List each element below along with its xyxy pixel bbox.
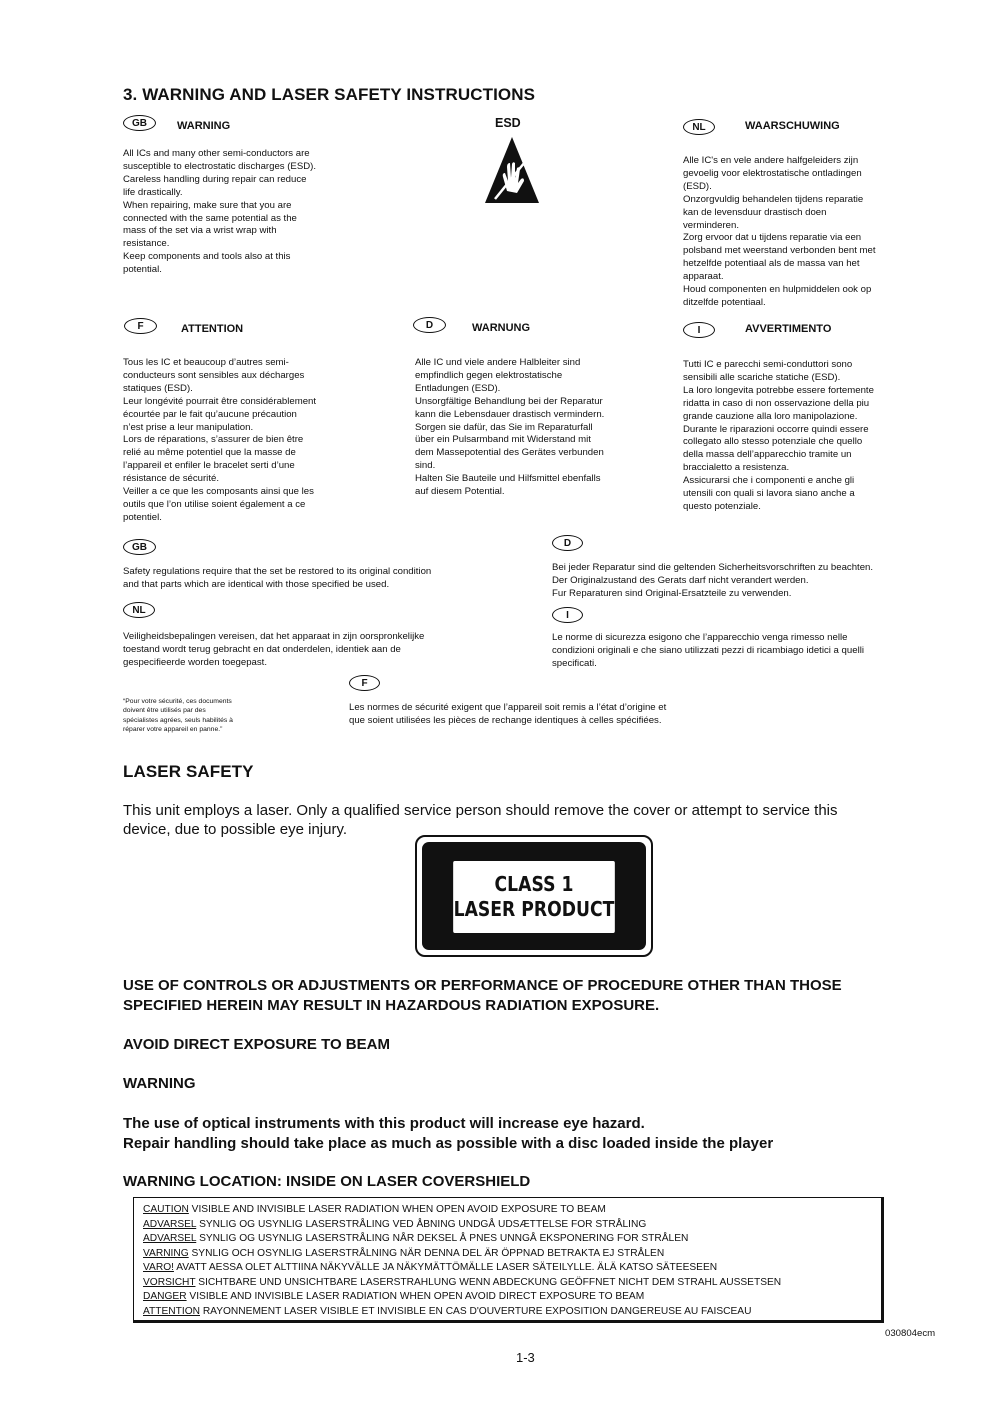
i-avvertimento-text: Tutti IC e parecchi semi-conduttori sono sensibili alle scariche statiche (ESD). La loro longevita potrebbe essere fortemente ridatta in caso di non osservazione della piu grande cauzione alla loro manipolazione. Durante le riparazioni occorre quindi essere collegato allo stesso potenziale che quello della massa dell’apparecchio tramite un braccialetto a resistenza. Assicurarsi che i componenti e anche gli utensili con quali si lavora siano anche a questo potenziale. <box>683 359 874 512</box>
document-code: 030804ecm <box>885 1328 936 1339</box>
caution-line: ADVARSEL SYNLIG OG USYNLIG LASERSTRÅLING NÅR DEKSEL Å PNES UNNGÅ EKSPONERING FOR STRÅLEN <box>143 1233 689 1244</box>
safety-gb-text: Safety regulations require that the set be restored to its original condition and that parts which are identical with those specified be used. <box>123 566 432 590</box>
caution-line: CAUTION VISIBLE AND INVISIBLE LASER RADIATION WHEN OPEN AVOID EXPOSURE TO BEAM <box>143 1204 606 1215</box>
safety-badge-f: F <box>349 675 380 691</box>
optical-warning: The use of optical instruments with this product will increase eye hazard. Repair handling should take place as much as possible with a disc loaded inside the player <box>123 1115 774 1152</box>
badge-gb: GB <box>123 115 156 131</box>
badge-f: F <box>124 318 157 334</box>
controls-warning: USE OF CONTROLS OR ADJUSTMENTS OR PERFORMANCE OF PROCEDURE OTHER THAN THOSE SPECIFIED HEREIN MAY RESULT IN HAZARDOUS RADIATION EXPOSURE. <box>123 977 842 1014</box>
gb-warning-heading: WARNING <box>177 120 231 132</box>
safety-i-text: Le norme di sicurezza esigono che l’apparecchio venga rimesso nelle condizioni originali e che siano utilizzati pezzi di ricambiago idetici a quelli specificati. <box>552 632 864 669</box>
section-title: 3. WARNING AND LASER SAFETY INSTRUCTIONS <box>123 85 536 104</box>
caution-line: VARO! AVATT AESSA OLET ALTTIINA NÄKYVÄLLE JA NÄKYMÄTTÖMÄLLE LASER SÄTEILYLLE. ÄLÄ KATSO SÄTEESEEN <box>143 1262 718 1273</box>
caution-line: ATTENTION RAYONNEMENT LASER VISIBLE ET INVISIBLE EN CAS D'OUVERTURE EXPOSITION DANGEREUSE AU FAISCEAU <box>143 1305 752 1317</box>
warning-heading: WARNING <box>123 1075 196 1092</box>
f-attention-heading: ATTENTION <box>181 323 244 335</box>
esd-label: ESD <box>495 116 521 130</box>
nl-warning-text: Alle IC's en vele andere halfgeleiders zijn gevoelig voor elektrostatische ontladingen (ESD). Onzorgvuldig behandelen tijdens reparatie kan de levensduur drastisch doen verminderen. Zorg ervoor dat u tijdens reparatie via een polsband met weerstand verbonden bent met hetzelfde potentiaal als de massa van het apparaat. Houd componenten en hulpmiddelen ook op ditzelfde potentiaal. <box>683 155 876 308</box>
warning-location-heading: WARNING LOCATION: INSIDE ON LASER COVERSHIELD <box>123 1173 531 1190</box>
class1-label-line1: CLASS 1 <box>494 872 574 896</box>
nl-warning-heading: WAARSCHUWING <box>745 120 840 132</box>
badge-d: D <box>413 317 446 333</box>
i-avvertimento-heading: AVVERTIMENTO <box>745 323 832 335</box>
class1-label-line2: LASER PRODUCT <box>453 897 615 921</box>
class1-laser-label <box>415 835 653 957</box>
caution-line: VORSICHT SICHTBARE UND UNSICHTBARE LASERSTRAHLUNG WENN ABDECKUNG GEÖFFNET NICHT DEM STRAHL AUSSETSEN <box>143 1276 782 1288</box>
badge-nl: NL <box>683 119 715 135</box>
laser-caution-box <box>133 1197 884 1323</box>
page-number: 1-3 <box>516 1350 535 1365</box>
laser-safety-title: LASER SAFETY <box>123 762 254 781</box>
badge-i: I <box>683 322 715 338</box>
laser-intro-text: This unit employs a laser. Only a qualified service person should remove the cover or attempt to service this device, due to possible eye injury. <box>123 802 838 838</box>
safety-badge-nl: NL <box>123 602 155 618</box>
caution-line: DANGER VISIBLE AND INVISIBLE LASER RADIATION WHEN OPEN AVOID DIRECT EXPOSURE TO BEAM <box>143 1291 645 1302</box>
safety-nl-text: Veiligheidsbepalingen vereisen, dat het apparaat in zijn oorspronkelijke toestand wordt terug gebracht en dat onderdelen, identiek aan de gespecifieerde worden toegepast. <box>123 631 425 668</box>
safety-d-text: Bei jeder Reparatur sind die geltenden Sicherheitsvorschriften zu beachten. Der Originalzustand des Gerats darf nicht verandert werden. Fur Reparaturen sind Original-Ersatzteile zu verwenden. <box>552 562 874 599</box>
f-attention-text: Tous les IC et beaucoup d’autres semi- conducteurs sont sensibles aux décharges statiques (ESD). Leur longévité pourrait être considérablement écourtée par le fait qu’aucune précaution n’est prise a leur manipulation. Lors de réparations, s’assurer de bien être relié au même potentiel que la masse de l’appareil et enfiler le bracelet serti d’une résistance de sécurité. Veiller a ce que les composants ainsi que les outils que l’on utilise soient également a ce potentiel. <box>123 357 317 523</box>
french-safety-note: “Pour votre sécurité, ces documents doivent être utilisés par des spécialistes agrées, seuls habilités à réparer votre appareil en panne.” <box>123 698 233 733</box>
d-warnung-text: Alle IC und viele andere Halbleiter sind empfindlich gegen elektrostatische Entladungen (ESD). Unsorgfältige Behandlung bei der Reparatur kann die Lebensdauer drastisch vermindern. Sorgen sie dafür, das Sie im Reparaturfall über ein Pulsarmband mit Widerstand mit dem Massepotential des Gerätes verbunden sind. Halten Sie Bauteile und Hilfsmittel ebenfalls auf diesem Potential. <box>415 357 605 498</box>
esd-hand-warning-icon <box>483 133 541 205</box>
caution-line: ADVARSEL SYNLIG OG USYNLIG LASERSTRÅLING VED ÅBNING UNDGÅ UDSÆTTELSE FOR STRÅLING <box>143 1218 647 1230</box>
gb-warning-text: All ICs and many other semi-conductors are susceptible to electrostatic discharges (ESD). Careless handling during repair can reduce life drastically. When repairing, make sure that you are connected with the same potential as the mass of the set via a wrist wrap with resistance. Keep components and tools also at this potential. <box>123 148 317 276</box>
safety-f-text: Les normes de sécurité exigent que l’appareil soit remis a l’état d’origine et que soient utilisées les pièces de rechange identiques à celles spécifiées. <box>349 702 667 726</box>
caution-line: VARNING SYNLIG OCH OSYNLIG LASERSTRÅLNING NÄR DENNA DEL ÄR ÖPPNAD BETRAKTA EJ STRÅLEN <box>143 1247 665 1259</box>
safety-badge-i: I <box>552 607 583 623</box>
safety-badge-gb: GB <box>123 539 156 555</box>
d-warnung-heading: WARNUNG <box>472 322 531 334</box>
avoid-exposure-heading: AVOID DIRECT EXPOSURE TO BEAM <box>123 1036 390 1053</box>
safety-badge-d: D <box>552 535 583 551</box>
